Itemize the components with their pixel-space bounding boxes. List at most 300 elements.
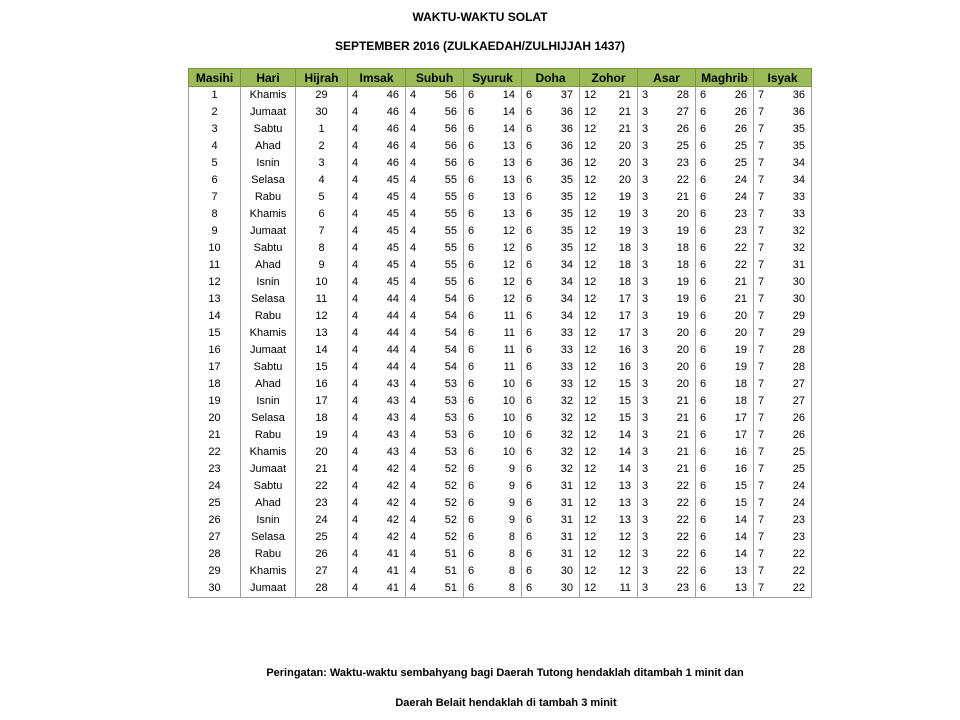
hari-cell: Khamis [241,444,296,461]
time-cell [580,240,638,257]
table-row [189,444,812,461]
time-cell [348,172,406,189]
minute-value: 55 [444,259,457,271]
hour-value: 4 [352,106,359,118]
hour-value: 7 [758,361,765,373]
minute-value: 18 [734,395,747,407]
minute-value: 17 [618,293,631,305]
hour-value: 4 [352,174,359,186]
minute-value: 14 [734,531,747,543]
hijrah-cell: 7 [296,223,348,240]
minute-value: 43 [386,446,399,458]
time-cell [696,206,754,223]
hari-cell: Ahad [241,495,296,512]
hour-value: 6 [526,565,533,577]
time-cell [580,206,638,223]
minute-value: 27 [792,378,805,390]
time-cell [522,410,580,427]
hari-cell: Khamis [241,563,296,580]
minute-value: 20 [676,327,689,339]
hour-value: 6 [700,157,707,169]
hour-value: 4 [410,123,417,135]
minute-value: 21 [734,276,747,288]
time-cell [406,427,464,444]
time-cell [754,563,812,580]
hour-value: 4 [410,531,417,543]
hijrah-cell: 21 [296,461,348,478]
minute-value: 23 [676,582,689,594]
time-cell [522,342,580,359]
column-header-masihi: Masihi [189,69,241,87]
time-cell [754,223,812,240]
hijrah-cell: 26 [296,546,348,563]
hour-value: 4 [410,429,417,441]
hari-cell: Rabu [241,308,296,325]
hour-value: 6 [526,191,533,203]
minute-value: 25 [676,140,689,152]
hour-value: 7 [758,412,765,424]
minute-value: 27 [792,395,805,407]
time-cell [580,257,638,274]
minute-value: 8 [508,565,515,577]
hari-cell: Rabu [241,189,296,206]
time-cell [580,495,638,512]
hour-value: 3 [642,395,649,407]
hour-value: 6 [700,497,707,509]
minute-value: 44 [386,344,399,356]
time-cell [638,172,696,189]
table-row [189,308,812,325]
minute-value: 21 [618,106,631,118]
time-cell [696,291,754,308]
masihi-cell: 17 [189,359,241,376]
minute-value: 12 [618,531,631,543]
hour-value: 6 [700,480,707,492]
hour-value: 4 [410,378,417,390]
minute-value: 20 [676,208,689,220]
minute-value: 35 [560,242,573,254]
hour-value: 4 [410,446,417,458]
time-cell [638,376,696,393]
minute-value: 19 [676,310,689,322]
minute-value: 22 [676,514,689,526]
minute-value: 25 [792,463,805,475]
hour-value: 4 [410,582,417,594]
minute-value: 22 [676,548,689,560]
time-cell [754,274,812,291]
minute-value: 41 [386,548,399,560]
time-cell [754,444,812,461]
table-row [189,121,812,138]
minute-value: 22 [792,582,805,594]
table-row [189,461,812,478]
hour-value: 4 [410,548,417,560]
minute-value: 26 [792,412,805,424]
minute-value: 22 [792,548,805,560]
hour-value: 6 [700,123,707,135]
time-cell [696,393,754,410]
hijrah-cell: 19 [296,427,348,444]
time-cell [464,274,522,291]
minute-value: 32 [792,242,805,254]
hour-value: 6 [526,225,533,237]
time-cell [754,206,812,223]
time-cell [754,580,812,598]
time-cell [406,359,464,376]
hour-value: 12 [584,361,597,373]
minute-value: 28 [676,89,689,101]
hour-value: 6 [700,140,707,152]
column-header-syuruk: Syuruk [464,69,522,87]
hour-value: 12 [584,548,597,560]
hour-value: 6 [468,565,475,577]
minute-value: 33 [560,327,573,339]
minute-value: 18 [676,242,689,254]
hour-value: 12 [584,395,597,407]
hour-value: 4 [352,242,359,254]
minute-value: 12 [618,565,631,577]
minute-value: 11 [503,327,515,339]
minute-value: 18 [618,259,631,271]
table-row [189,427,812,444]
time-cell [406,155,464,172]
hour-value: 7 [758,123,765,135]
hour-value: 4 [352,327,359,339]
time-cell [406,393,464,410]
minute-value: 13 [734,565,747,577]
minute-value: 17 [618,327,631,339]
hour-value: 3 [642,276,649,288]
hour-value: 6 [526,327,533,339]
minute-value: 20 [676,344,689,356]
time-cell [638,427,696,444]
hour-value: 12 [584,327,597,339]
minute-value: 43 [386,378,399,390]
table-row [189,138,812,155]
masihi-cell: 3 [189,121,241,138]
minute-value: 51 [444,548,457,560]
minute-value: 31 [560,548,573,560]
minute-value: 55 [444,174,457,186]
table-row [189,393,812,410]
hijrah-cell: 16 [296,376,348,393]
time-cell [464,342,522,359]
hour-value: 12 [584,582,597,594]
time-cell [464,427,522,444]
hour-value: 4 [352,191,359,203]
time-cell [754,512,812,529]
masihi-cell: 7 [189,189,241,206]
time-cell [638,461,696,478]
time-cell [348,410,406,427]
hour-value: 12 [584,310,597,322]
time-cell [522,512,580,529]
minute-value: 34 [792,157,805,169]
masihi-cell: 27 [189,529,241,546]
minute-value: 34 [560,293,573,305]
masihi-cell: 23 [189,461,241,478]
minute-value: 34 [560,276,573,288]
time-cell [348,308,406,325]
time-cell [754,240,812,257]
time-cell [464,308,522,325]
hour-value: 4 [352,89,359,101]
time-cell [464,87,522,105]
time-cell [580,223,638,240]
hour-value: 6 [700,259,707,271]
hour-value: 6 [468,429,475,441]
time-cell [696,359,754,376]
table-body [189,87,812,598]
time-cell [406,172,464,189]
time-cell [580,580,638,598]
minute-value: 13 [502,191,515,203]
minute-value: 13 [618,497,631,509]
hour-value: 6 [468,327,475,339]
minute-value: 45 [386,191,399,203]
warning-note-line2: Daerah Belait hendaklah di tambah 3 minit [395,697,617,709]
hari-cell: Selasa [241,529,296,546]
time-cell [464,546,522,563]
time-cell [754,376,812,393]
hour-value: 12 [584,293,597,305]
hour-value: 6 [468,446,475,458]
table-row [189,325,812,342]
hour-value: 12 [584,514,597,526]
hour-value: 6 [468,514,475,526]
minute-value: 12 [502,225,515,237]
minute-value: 13 [502,174,515,186]
masihi-cell: 1 [189,87,241,105]
table-row [189,512,812,529]
hour-value: 6 [526,259,533,271]
minute-value: 16 [734,446,747,458]
hari-cell: Khamis [241,206,296,223]
hari-cell: Isnin [241,155,296,172]
time-cell [464,444,522,461]
hour-value: 3 [642,106,649,118]
hour-value: 4 [352,123,359,135]
minute-value: 33 [560,344,573,356]
hour-value: 4 [352,463,359,475]
time-cell [696,155,754,172]
hour-value: 7 [758,140,765,152]
hari-cell: Jumaat [241,104,296,121]
time-cell [580,291,638,308]
time-cell [696,189,754,206]
column-header-asar: Asar [638,69,696,87]
minute-value: 10 [502,429,515,441]
time-cell [580,172,638,189]
minute-value: 55 [444,191,457,203]
time-cell [638,291,696,308]
minute-value: 21 [618,89,631,101]
hour-value: 7 [758,310,765,322]
hour-value: 7 [758,242,765,254]
minute-value: 33 [792,208,805,220]
hour-value: 7 [758,225,765,237]
hour-value: 6 [700,310,707,322]
minute-value: 45 [386,276,399,288]
hijrah-cell: 25 [296,529,348,546]
minute-value: 36 [792,106,805,118]
time-cell [580,342,638,359]
hour-value: 4 [410,565,417,577]
time-cell [406,121,464,138]
table-row [189,563,812,580]
hour-value: 4 [410,310,417,322]
hour-value: 4 [410,327,417,339]
hour-value: 12 [584,191,597,203]
hour-value: 6 [526,344,533,356]
minute-value: 54 [444,310,457,322]
hour-value: 6 [468,242,475,254]
hour-value: 3 [642,157,649,169]
time-cell [522,461,580,478]
minute-value: 46 [386,89,399,101]
time-cell [464,393,522,410]
minute-value: 26 [734,89,747,101]
hour-value: 4 [352,480,359,492]
hour-value: 6 [468,361,475,373]
minute-value: 21 [676,395,689,407]
time-cell [464,563,522,580]
hour-value: 12 [584,344,597,356]
time-cell [406,529,464,546]
hari-cell: Isnin [241,512,296,529]
hour-value: 6 [468,412,475,424]
hour-value: 4 [410,412,417,424]
hour-value: 3 [642,242,649,254]
minute-value: 12 [502,259,515,271]
hour-value: 6 [468,582,475,594]
hour-value: 4 [352,208,359,220]
minute-value: 56 [444,89,457,101]
time-cell [464,495,522,512]
hour-value: 12 [584,140,597,152]
time-cell [696,580,754,598]
table-row [189,104,812,121]
time-cell [522,155,580,172]
time-cell [638,512,696,529]
minute-value: 14 [618,463,631,475]
minute-value: 30 [792,293,805,305]
minute-value: 44 [386,293,399,305]
minute-value: 24 [734,174,747,186]
time-cell [638,359,696,376]
hour-value: 6 [468,548,475,560]
minute-value: 21 [676,412,689,424]
hour-value: 7 [758,497,765,509]
hijrah-cell: 13 [296,325,348,342]
minute-value: 19 [618,208,631,220]
hour-value: 6 [468,208,475,220]
minute-value: 46 [386,106,399,118]
minute-value: 27 [676,106,689,118]
hour-value: 12 [584,531,597,543]
minute-value: 44 [386,310,399,322]
time-cell [696,512,754,529]
hour-value: 12 [584,276,597,288]
hijrah-cell: 17 [296,393,348,410]
minute-value: 53 [444,412,457,424]
time-cell [696,478,754,495]
hour-value: 4 [352,429,359,441]
time-cell [406,512,464,529]
time-cell [638,478,696,495]
hijrah-cell: 22 [296,478,348,495]
hijrah-cell: 20 [296,444,348,461]
minute-value: 32 [560,429,573,441]
hijrah-cell: 2 [296,138,348,155]
time-cell [580,274,638,291]
hour-value: 6 [700,242,707,254]
time-cell [754,546,812,563]
minute-value: 35 [560,191,573,203]
minute-value: 31 [560,497,573,509]
minute-value: 30 [792,276,805,288]
hour-value: 6 [468,157,475,169]
time-cell [406,308,464,325]
hour-value: 7 [758,293,765,305]
hour-value: 6 [526,446,533,458]
time-cell [348,495,406,512]
time-cell [464,206,522,223]
masihi-cell: 8 [189,206,241,223]
hour-value: 12 [584,463,597,475]
hour-value: 7 [758,276,765,288]
minute-value: 24 [734,191,747,203]
time-cell [522,87,580,105]
minute-value: 31 [560,480,573,492]
minute-value: 22 [676,480,689,492]
minute-value: 36 [560,123,573,135]
minute-value: 35 [560,174,573,186]
hour-value: 4 [410,344,417,356]
masihi-cell: 19 [189,393,241,410]
minute-value: 17 [618,310,631,322]
hour-value: 4 [410,89,417,101]
time-cell [464,223,522,240]
minute-value: 19 [618,225,631,237]
page-title: WAKTU-WAKTU SOLAT [412,10,548,24]
minute-value: 8 [508,582,515,594]
time-cell [464,376,522,393]
hour-value: 3 [642,225,649,237]
time-cell [348,291,406,308]
minute-value: 11 [503,361,515,373]
minute-value: 42 [386,497,399,509]
time-cell [348,121,406,138]
time-cell [638,308,696,325]
hour-value: 6 [526,497,533,509]
time-cell [406,580,464,598]
time-cell [348,461,406,478]
hour-value: 4 [410,497,417,509]
time-cell [406,274,464,291]
hour-value: 6 [468,310,475,322]
minute-value: 9 [508,497,515,509]
hour-value: 12 [584,157,597,169]
minute-value: 31 [792,259,805,271]
minute-value: 42 [386,531,399,543]
minute-value: 21 [676,429,689,441]
time-cell [696,325,754,342]
hour-value: 4 [410,140,417,152]
hour-value: 4 [410,208,417,220]
hour-value: 6 [700,531,707,543]
minute-value: 20 [734,310,747,322]
